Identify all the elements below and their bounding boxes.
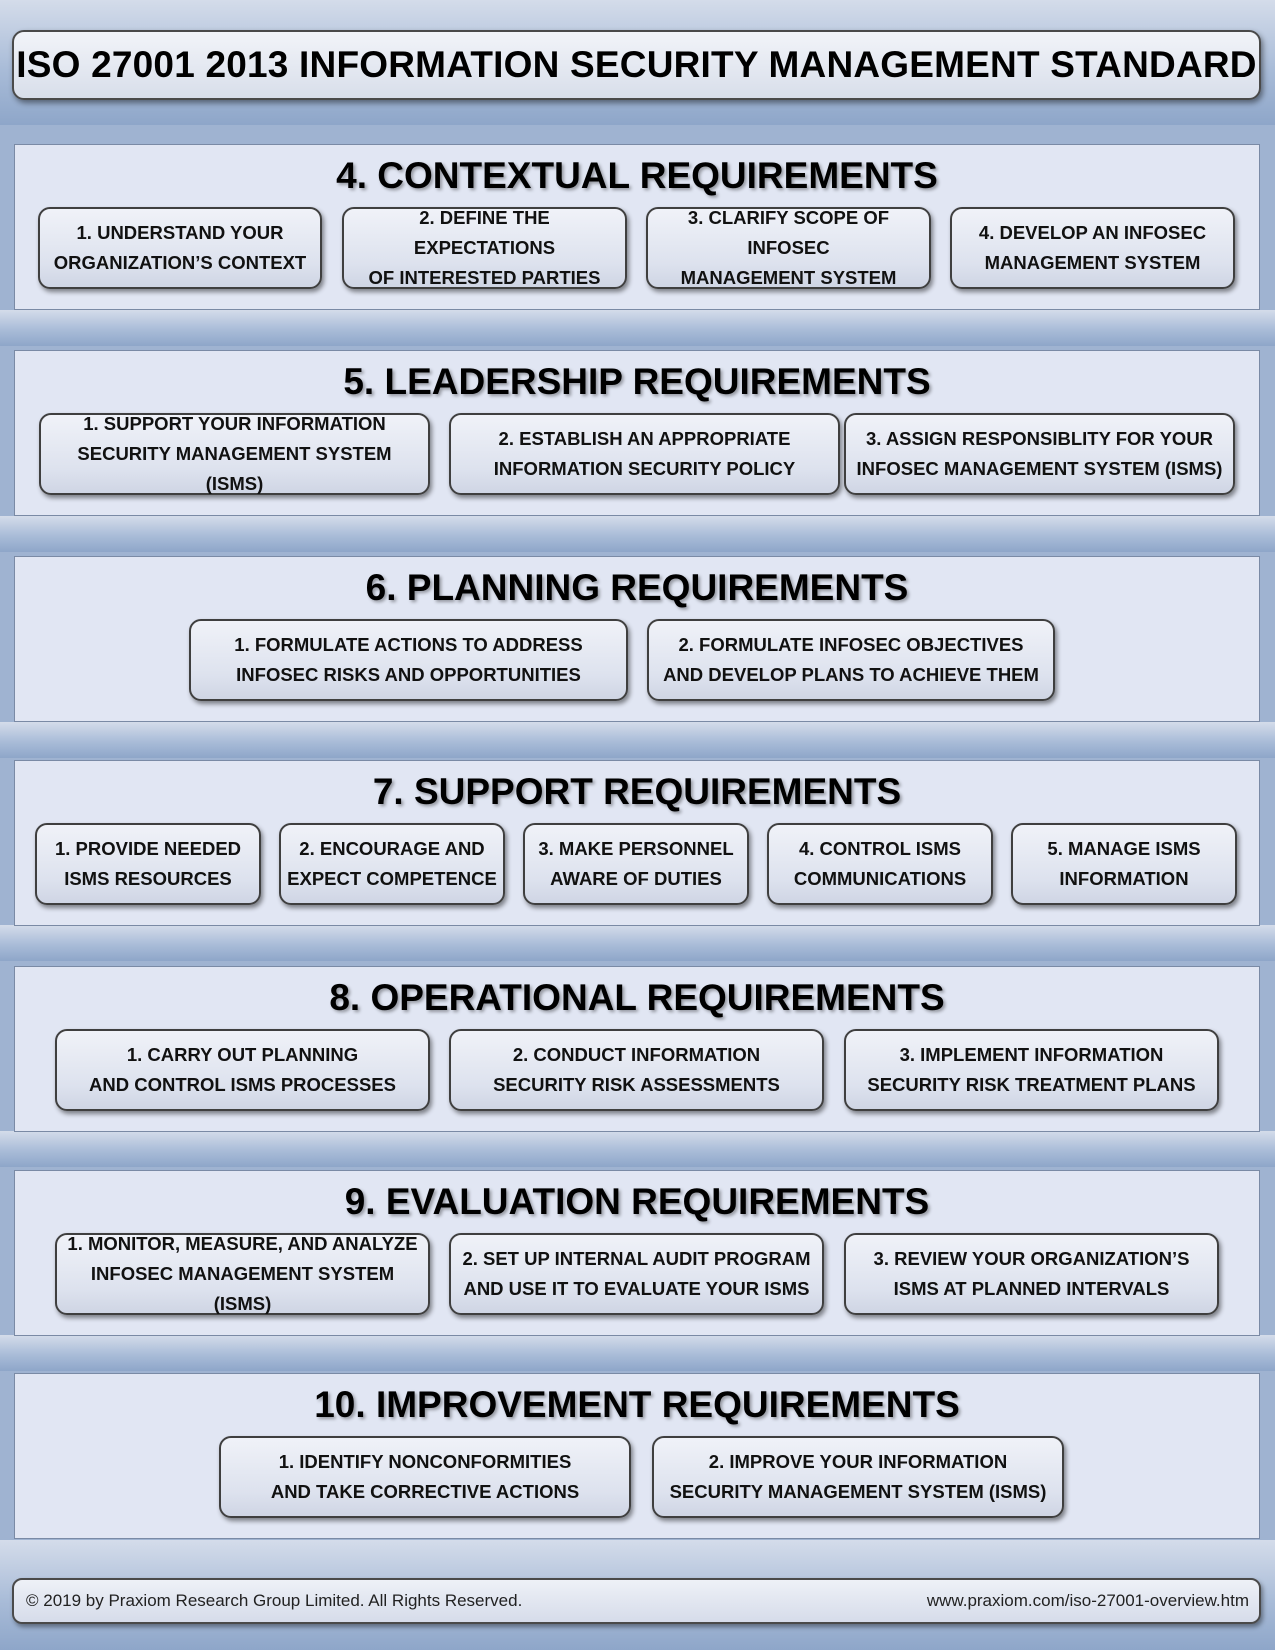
requirement-label: 4. DEVELOP AN INFOSEC MANAGEMENT SYSTEM	[978, 222, 1207, 273]
requirement-box	[219, 1436, 631, 1518]
requirement-label: 2. IMPROVE YOUR INFORMATION SECURITY MANAGEMENT SYSTEM (ISMS)	[669, 1451, 1047, 1502]
section-title: 8. OPERATIONAL REQUIREMENTS	[329, 977, 945, 1018]
requirement-box	[844, 413, 1235, 495]
requirement-box	[39, 413, 430, 495]
requirement-box	[844, 1233, 1219, 1315]
requirement-box	[279, 823, 505, 905]
section-title: 4. CONTEXTUAL REQUIREMENTS	[336, 155, 938, 196]
requirement-label: 1. MONITOR, MEASURE, AND ANALYZE INFOSEC MANAGEMENT SYSTEM (ISMS)	[67, 1233, 418, 1314]
requirement-box	[449, 1233, 824, 1315]
requirement-label: 3. IMPLEMENT INFORMATION SECURITY RISK TREATMENT PLANS	[867, 1044, 1196, 1095]
section-contextual	[14, 144, 1260, 310]
requirement-label: 1. UNDERSTAND YOUR ORGANIZATION’S CONTEXT	[53, 222, 307, 273]
section-improvement	[14, 1373, 1260, 1539]
requirement-label: 2. SET UP INTERNAL AUDIT PROGRAM AND USE IT TO EVALUATE YOUR ISMS	[462, 1248, 811, 1299]
section-support	[14, 760, 1260, 926]
requirement-box	[35, 823, 261, 905]
section-operational	[14, 966, 1260, 1132]
requirement-box	[950, 207, 1235, 289]
requirement-label: 3. CLARIFY SCOPE OF INFOSEC MANAGEMENT SYSTEM	[680, 207, 897, 288]
requirement-label: 4. CONTROL ISMS COMMUNICATIONS	[793, 838, 967, 889]
requirement-label: 2. ESTABLISH AN APPROPRIATE INFORMATION SECURITY POLICY	[493, 428, 796, 479]
requirement-label: 2. ENCOURAGE AND EXPECT COMPETENCE	[287, 838, 497, 889]
requirement-box	[55, 1029, 430, 1111]
requirement-label: 5. MANAGE ISMS INFORMATION	[1047, 838, 1201, 889]
requirement-box	[646, 207, 931, 289]
requirement-box	[652, 1436, 1064, 1518]
background-band	[0, 925, 1275, 961]
requirement-box	[38, 207, 322, 289]
copyright-text: © 2019 by Praxiom Research Group Limited. All Rights Reserved.	[26, 1591, 523, 1610]
requirement-label: 2. FORMULATE INFOSEC OBJECTIVES AND DEVELOP PLANS TO ACHIEVE THEM	[663, 634, 1039, 685]
requirement-label: 3. ASSIGN RESPONSIBLITY FOR YOUR INFOSEC MANAGEMENT SYSTEM (ISMS)	[856, 428, 1223, 479]
requirement-label: 1. PROVIDE NEEDED ISMS RESOURCES	[54, 838, 242, 889]
requirement-box	[449, 1029, 824, 1111]
page-title-box	[12, 30, 1261, 100]
section-title: 10. IMPROVEMENT REQUIREMENTS	[314, 1384, 960, 1425]
section-title: 9. EVALUATION REQUIREMENTS	[344, 1181, 930, 1222]
requirement-box	[189, 619, 628, 701]
requirement-label: 1. IDENTIFY NONCONFORMITIES AND TAKE CORRECTIVE ACTIONS	[270, 1451, 580, 1502]
background-band	[0, 516, 1275, 552]
requirement-box	[449, 413, 840, 495]
footer	[12, 1578, 1261, 1624]
section-evaluation	[14, 1170, 1260, 1336]
requirement-label: 2. CONDUCT INFORMATION SECURITY RISK ASSESSMENTS	[493, 1044, 780, 1095]
requirement-label: 3. REVIEW YOUR ORGANIZATION’S ISMS AT PLANNED INTERVALS	[873, 1248, 1190, 1299]
section-leadership	[14, 350, 1260, 516]
requirement-label: 3. MAKE PERSONNEL AWARE OF DUTIES	[538, 838, 734, 889]
requirement-box	[1011, 823, 1237, 905]
requirement-label: 2. DEFINE THE EXPECTATIONS OF INTERESTED PARTIES	[368, 207, 601, 288]
background-band	[0, 722, 1275, 758]
background-band	[0, 1131, 1275, 1167]
requirement-label: 1. SUPPORT YOUR INFORMATION SECURITY MANAGEMENT SYSTEM (ISMS)	[77, 413, 392, 494]
section-title: 7. SUPPORT REQUIREMENTS	[372, 771, 902, 812]
requirement-box	[342, 207, 627, 289]
section-title: 6. PLANNING REQUIREMENTS	[365, 567, 909, 608]
source-url[interactable]: www.praxiom.com/iso-27001-overview.htm	[926, 1591, 1249, 1610]
requirement-label: 1. CARRY OUT PLANNING AND CONTROL ISMS PROCESSES	[88, 1044, 396, 1095]
requirement-box	[55, 1233, 430, 1315]
section-planning	[14, 556, 1260, 722]
background-band	[0, 310, 1275, 346]
requirement-box	[844, 1029, 1219, 1111]
section-title: 5. LEADERSHIP REQUIREMENTS	[343, 361, 931, 402]
requirement-label: 1. FORMULATE ACTIONS TO ADDRESS INFOSEC RISKS AND OPPORTUNITIES	[234, 634, 583, 685]
requirement-box	[647, 619, 1055, 701]
page-title: ISO 27001 2013 INFORMATION SECURITY MANAGEMENT STANDARD	[16, 44, 1257, 85]
requirement-box	[767, 823, 993, 905]
background-band	[0, 1335, 1275, 1371]
requirement-box	[523, 823, 749, 905]
